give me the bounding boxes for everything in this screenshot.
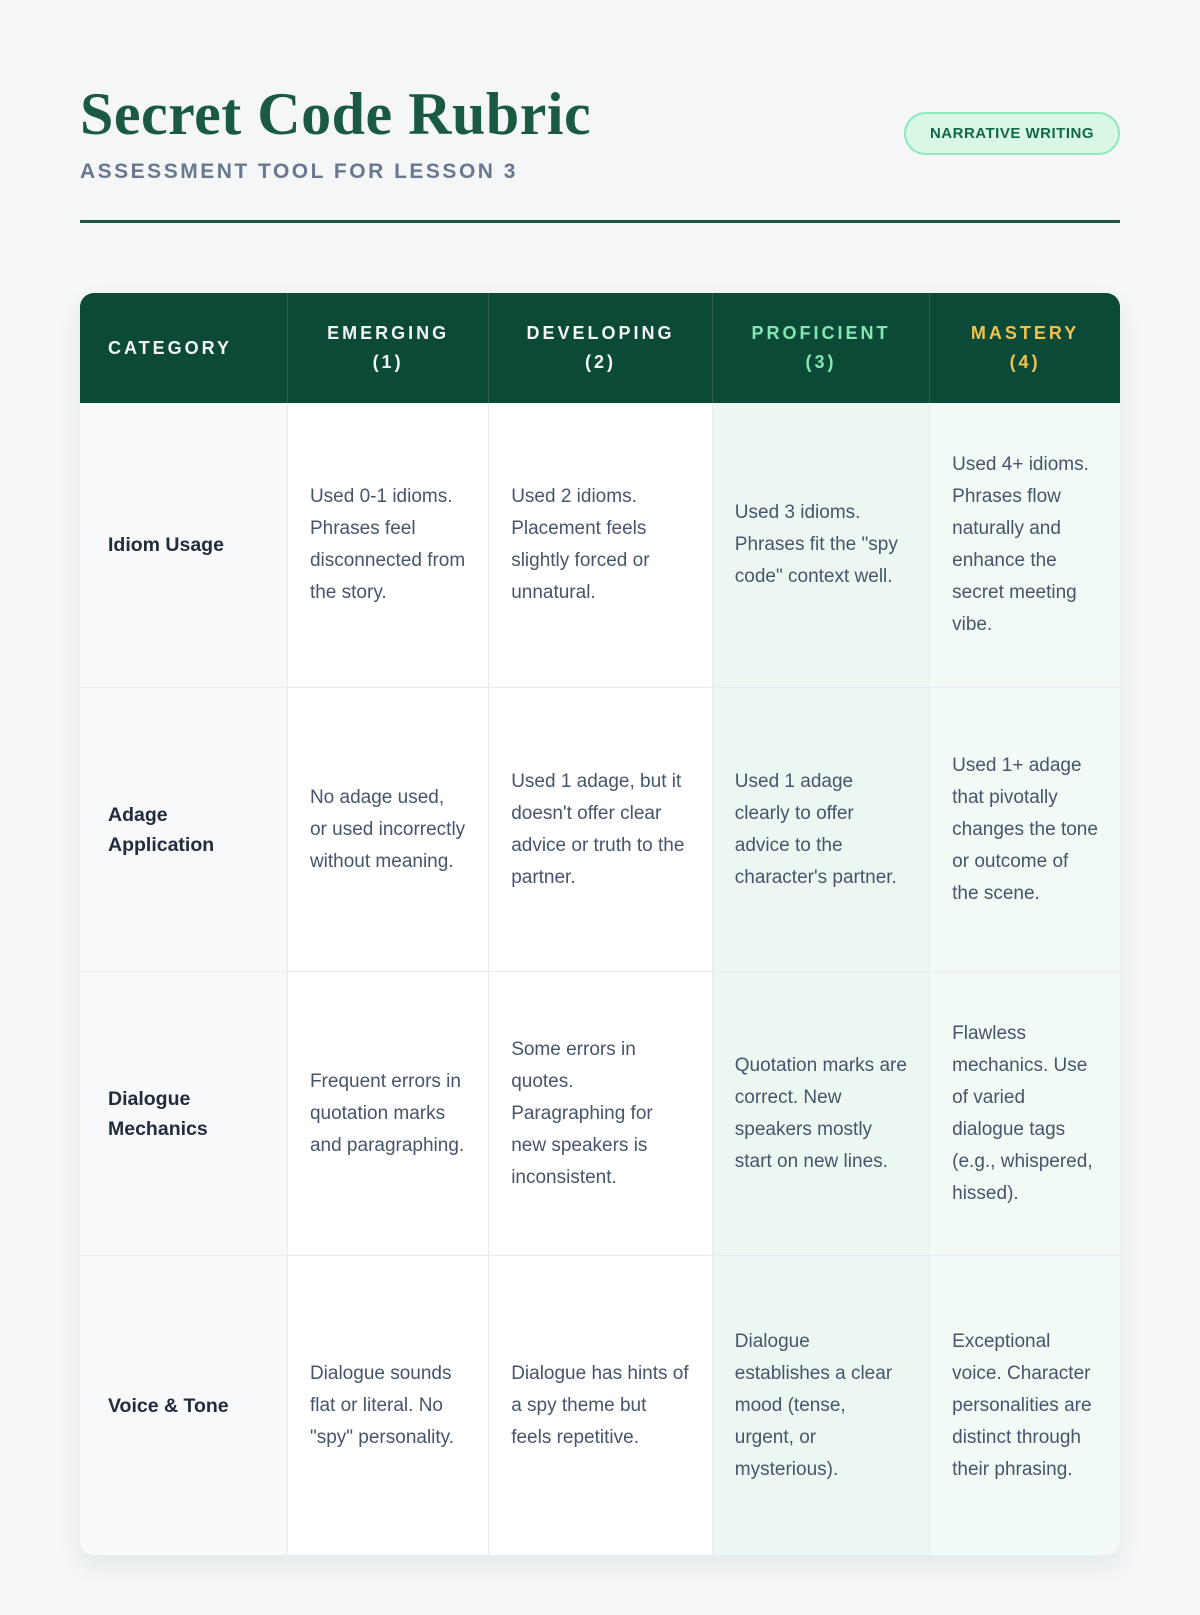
column-header-label: EMERGING xyxy=(327,323,450,343)
rubric-table xyxy=(80,293,1120,1555)
column-header-sublabel: (3) xyxy=(805,352,837,372)
column-header-label: CATEGORY xyxy=(108,337,233,358)
column-header-sublabel: (1) xyxy=(372,352,404,372)
table-row-voice-tone xyxy=(80,1255,1120,1555)
cell-mastery: Exceptional voice. Character personalities are distinct through their phrasing. xyxy=(929,1255,1120,1555)
title-block xyxy=(80,81,592,184)
row-header-category: Dialogue Mechanics xyxy=(80,971,287,1255)
row-header-category: Voice & Tone xyxy=(80,1255,287,1555)
page-header xyxy=(80,81,1120,184)
cell-emerging: Dialogue sounds flat or literal. No "spy" personality. xyxy=(287,1255,488,1555)
column-header-emerging xyxy=(287,293,488,403)
cell-developing: Some errors in quotes. Paragraphing for new speakers is inconsistent. xyxy=(488,971,712,1255)
cell-proficient: Used 1 adage clearly to offer advice to the character's partner. xyxy=(712,687,929,971)
cell-proficient: Used 3 idioms. Phrases fit the "spy code" context well. xyxy=(712,403,929,687)
page-subtitle: ASSESSMENT TOOL FOR LESSON 3 xyxy=(80,160,518,183)
row-header-category: Adage Application xyxy=(80,687,287,971)
table-row-dialogue-mechanics xyxy=(80,971,1120,1255)
narrative-writing-badge: NARRATIVE WRITING xyxy=(904,112,1120,155)
row-header-category: Idiom Usage xyxy=(80,403,287,687)
column-header-category xyxy=(80,293,287,403)
table-row-adage-application xyxy=(80,687,1120,971)
cell-developing: Used 2 idioms. Placement feels slightly forced or unnatural. xyxy=(488,403,712,687)
column-header-label: DEVELOPING xyxy=(526,323,675,343)
cell-proficient: Dialogue establishes a clear mood (tense, urgent, or mysterious). xyxy=(712,1255,929,1555)
page-title: Secret Code Rubric xyxy=(80,81,592,147)
cell-developing: Dialogue has hints of a spy theme but feels repetitive. xyxy=(488,1255,712,1555)
column-header-developing xyxy=(488,293,712,403)
column-header-mastery xyxy=(929,293,1120,403)
column-header-proficient xyxy=(712,293,929,403)
column-header-label: MASTERY xyxy=(970,323,1080,343)
table-row-idiom-usage xyxy=(80,403,1120,687)
cell-mastery: Used 1+ adage that pivotally changes the tone or outcome of the scene. xyxy=(929,687,1120,971)
column-header-sublabel: (2) xyxy=(584,352,616,372)
cell-proficient: Quotation marks are correct. New speakers mostly start on new lines. xyxy=(712,971,929,1255)
header-divider xyxy=(80,220,1120,223)
column-header-sublabel: (4) xyxy=(1009,352,1041,372)
cell-emerging: No adage used, or used incorrectly without meaning. xyxy=(287,687,488,971)
cell-developing: Used 1 adage, but it doesn't offer clear advice or truth to the partner. xyxy=(488,687,712,971)
cell-mastery: Used 4+ idioms. Phrases flow naturally and enhance the secret meeting vibe. xyxy=(929,403,1120,687)
cell-emerging: Used 0-1 idioms. Phrases feel disconnected from the story. xyxy=(287,403,488,687)
column-header-label: PROFICIENT xyxy=(751,323,891,343)
rubric-table-header xyxy=(80,293,1120,403)
cell-mastery: Flawless mechanics. Use of varied dialogue tags (e.g., whispered, hissed). xyxy=(929,971,1120,1255)
cell-emerging: Frequent errors in quotation marks and paragraphing. xyxy=(287,971,488,1255)
